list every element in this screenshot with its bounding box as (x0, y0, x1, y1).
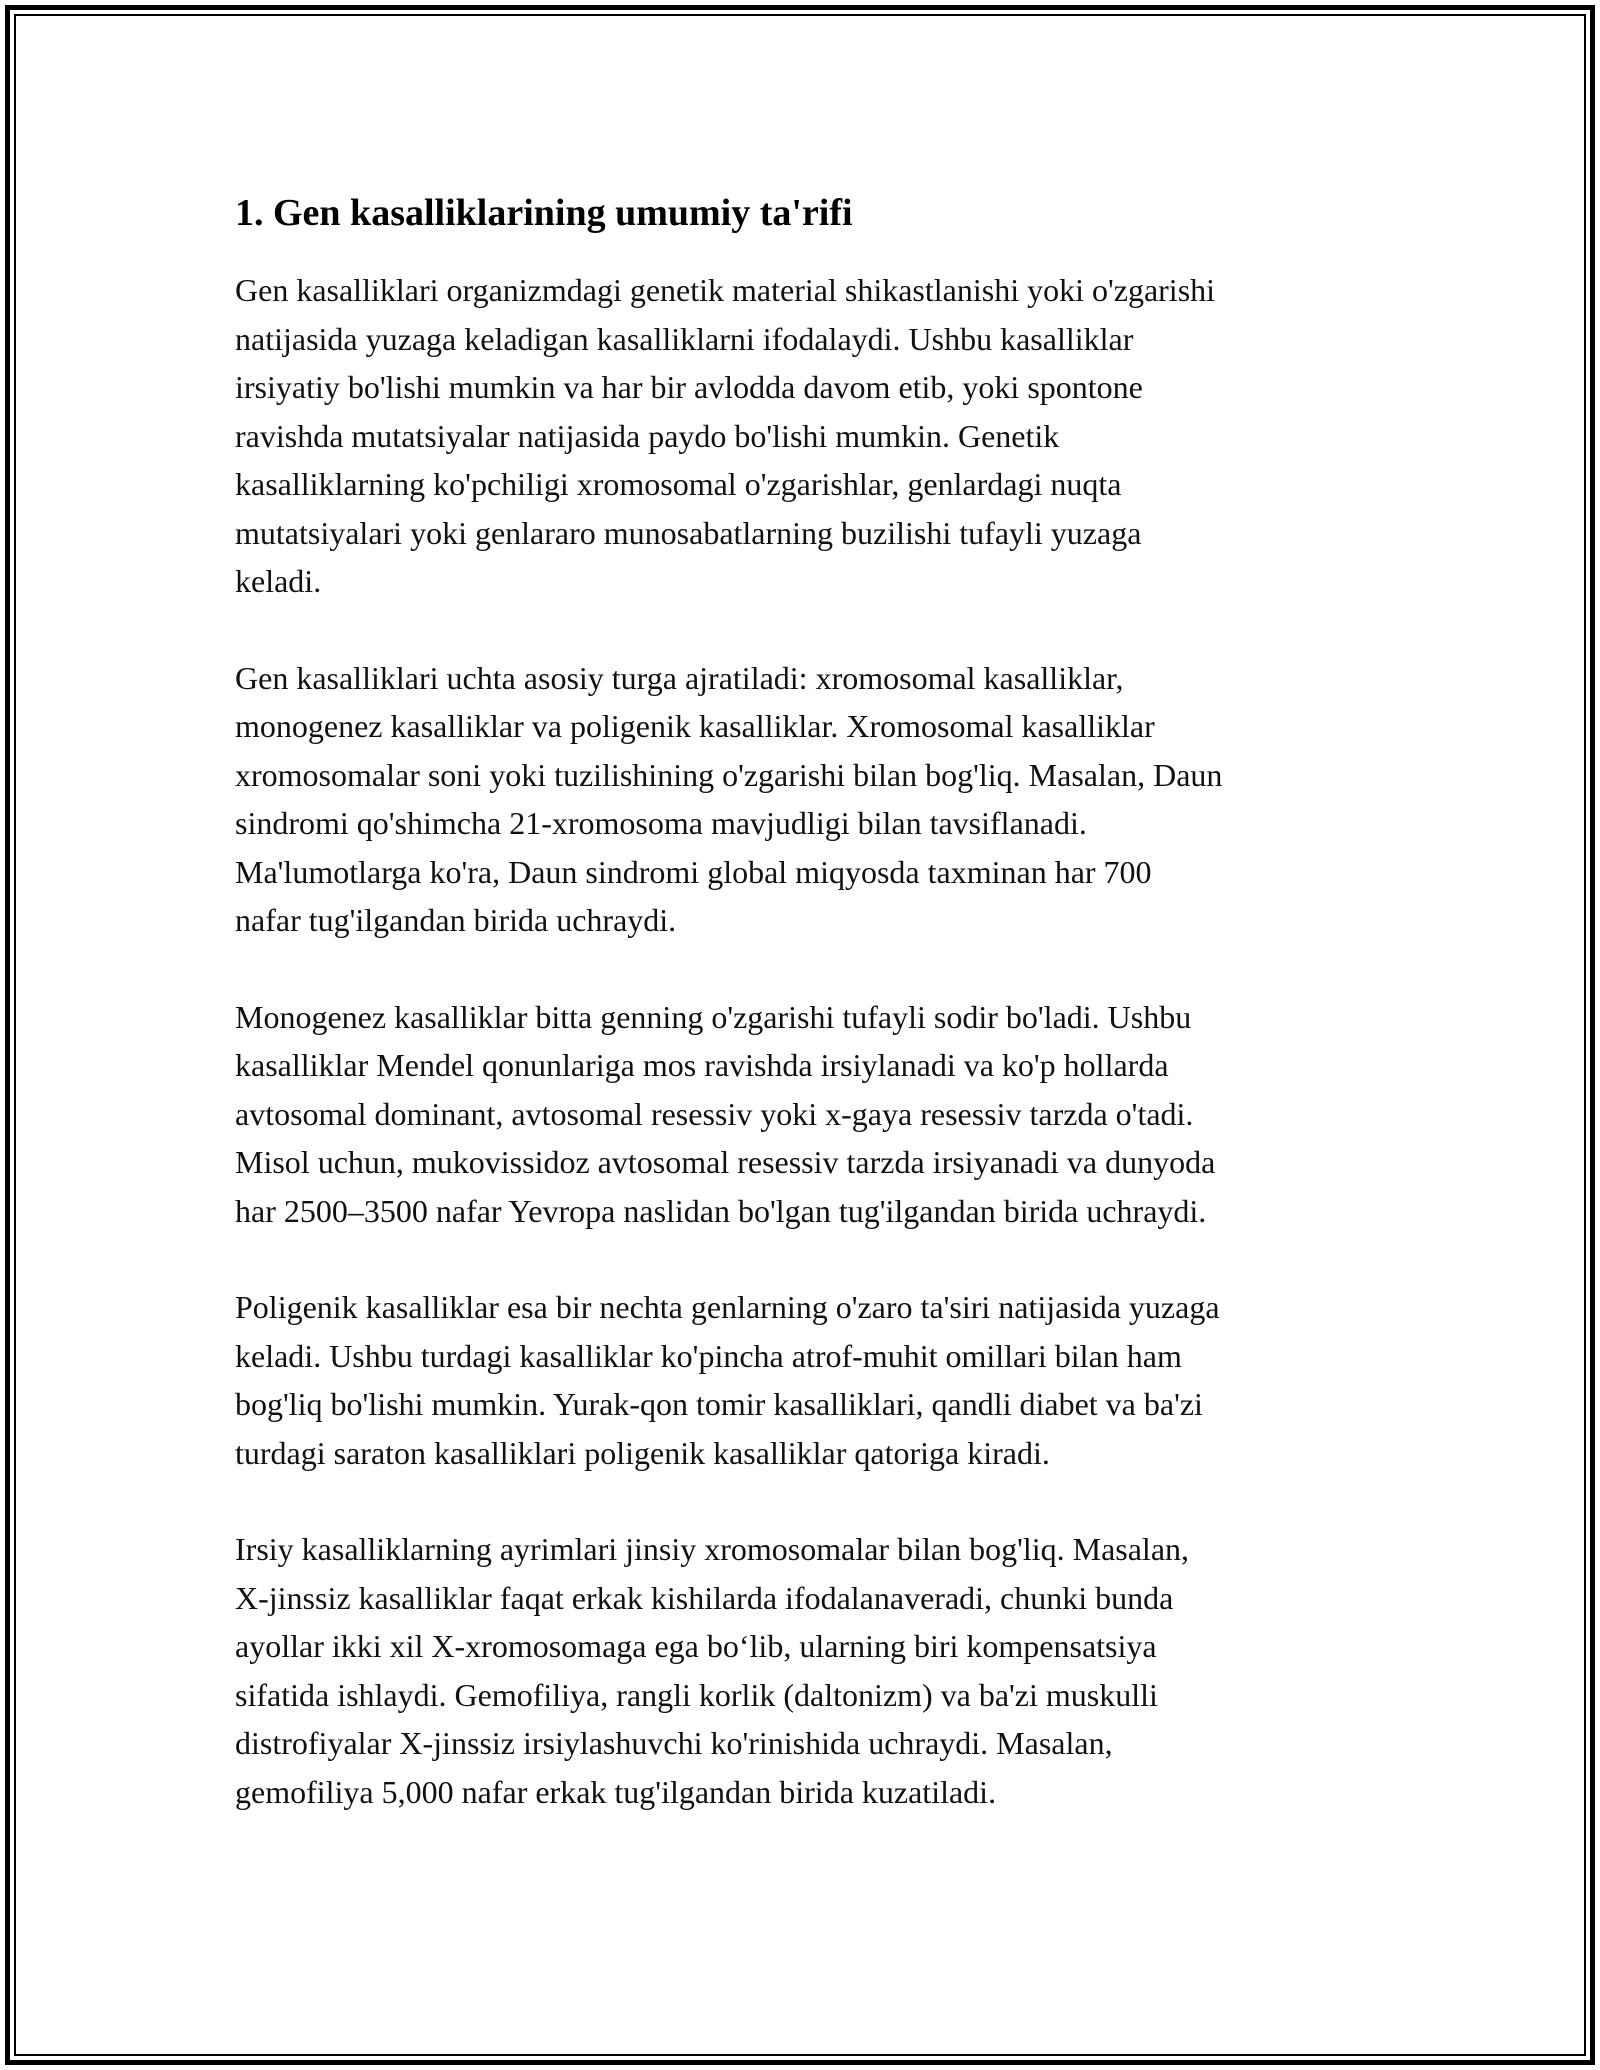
paragraph-sex-linked: Irsiy kasalliklarning ayrimlari jinsiy xromosomalar bilan bog'liq. Masalan, X-jinssiz kasalliklar faqat erkak kishilarda ifodalanaveradi, chunki bunda ayollar ikki xil X-xromosomaga ega bo‘lib, ularning biri kompensatsiya sifatida ishlaydi. Gemofiliya, rangli korlik (daltonizm) va ba'zi muskulli distrofiyalar X-jinssiz irsiylashuvchi ko'rinishida uchraydi. Masalan, gemofiliya 5,000 nafar erkak tug'ilgandan birida kuzatiladi. (235, 1531, 1190, 1810)
paragraph-definition: Gen kasalliklari organizmdagi genetik material shikastlanishi yoki o'zgarishi natijasida yuzaga keladigan kasalliklarni ifodalaydi. Ushbu kasalliklar irsiyatiy bo'lishi mumkin va har bir avlodda davom etib, yoki spontone ravishda mutatsiyalar natijasida paydo bo'lishi mumkin. Genetik kasalliklarning ko'pchiligi xromosomal o'zgarishlar, genlardagi nuqta mutatsiyalari yoki genlararo munosabatlarning buzilishi tufayli yuzaga keladi. (235, 272, 1216, 599)
paragraph-polygenic: Poligenik kasalliklar esa bir nechta genlarning o'zaro ta'siri natijasida yuzaga keladi. Ushbu turdagi kasalliklar ko'pincha atrof-muhit omillari bilan ham bog'liq bo'lishi mumkin. Yurak-qon tomir kasalliklari, qandli diabet va ba'zi turdagi saraton kasalliklari poligenik kasalliklar qatoriga kiradi. (235, 1289, 1220, 1471)
section-heading: 1. Gen kasalliklarining umumiy ta'rifi (235, 192, 853, 234)
document-body (235, 186, 1375, 1864)
paragraph-types: Gen kasalliklari uchta asosiy turga ajratiladi: xromosomal kasalliklar, monogenez kasalliklar va poligenik kasalliklar. Xromosomal kasalliklar xromosomalar soni yoki tuzilishining o'zgarishi bilan bog'liq. Masalan, Daun sindromi qo'shimcha 21-xromosoma mavjudligi bilan tavsiflanadi. Ma'lumotlarga ko'ra, Daun sindromi global miqyosda taxminan har 700 nafar tug'ilgandan birida uchraydi. (235, 659, 1223, 938)
paragraph-monogenic: Monogenez kasalliklar bitta genning o'zgarishi tufayli sodir bo'ladi. Ushbu kasalliklar Mendel qonunlariga mos ravishda irsiylanadi va ko'p hollarda avtosomal dominant, avtosomal resessiv yoki x-gaya resessiv tarzda o'tadi. Misol uchun, mukovissidoz avtosomal resessiv tarzda irsiyanadi va dunyoda har 2500–3500 nafar Yevropa naslidan bo'lgan tug'ilgandan birida uchraydi. (235, 998, 1216, 1229)
